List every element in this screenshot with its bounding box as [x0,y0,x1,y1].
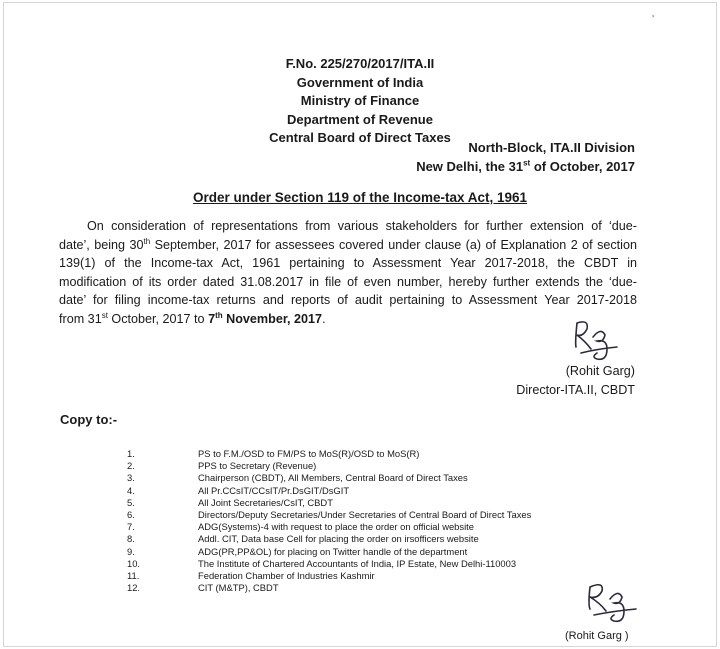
distribution-number: 2. [127,460,135,472]
document-header [0,55,720,148]
distribution-number: 10. [127,557,141,569]
ministry-name: Ministry of Finance [300,93,420,108]
body-line: 139(1) of the Income-tax Act, 1961 pertaining to Assessment Year 2017-2018, the CBDT in [59,256,637,271]
distribution-item [0,472,720,484]
distribution-item [0,448,720,460]
distribution-item [0,521,720,533]
office-location: North-Block, ITA.II Division [468,140,635,155]
distribution-text: PPS to Secretary (Revenue) [198,460,317,472]
copy-to-heading: Copy to:- [60,412,118,427]
distribution-item [0,509,720,521]
distribution-item [0,485,720,497]
distribution-list [0,448,720,594]
distribution-number: 9. [127,545,135,557]
body-line: On consideration of representations from various stakeholders for further extension of ‘due- [87,219,637,233]
order-body [59,217,637,329]
distribution-number: 11. [127,569,140,581]
location-date-block [416,139,635,176]
board-name: Central Board of Direct Taxes [269,130,451,145]
distribution-text: Addl. CIT, Data base Cell for placing the order on irsofficers website [198,533,479,545]
footer-signatory-name: (Rohit Garg ) [565,630,629,642]
distribution-text: Chairperson (CBDT), All Members, Central Board of Direct Taxes [198,472,468,484]
department-name: Department of Revenue [287,111,433,127]
signature-icon [582,577,640,625]
file-number: F.No. 225/270/2017/ITA.II [285,56,435,71]
distribution-text: Directors/Deputy Secretaries/Under Secretaries of Central Board of Direct Taxes [198,508,532,520]
body-line: modification of its order dated 31.08.2017 in file of even number, hereby further extends the ‘due- [59,274,637,289]
distribution-text: ADG(Systems)-4 with request to place the order on official website [198,521,474,533]
signatory-designation: Director-ITA.II, CBDT [516,382,635,397]
distribution-number: 3. [127,472,135,484]
order-date: New Delhi, the 31st of October, 2017 [416,158,635,174]
signature-icon [567,313,621,363]
signatory-block [516,362,635,399]
distribution-item [0,497,720,509]
distribution-number: 7. [127,521,135,533]
distribution-item [0,546,720,558]
distribution-text: All Joint Secretaries/CsIT, CBDT [198,496,333,508]
distribution-number: 4. [127,484,135,496]
distribution-text: The Institute of Chartered Accountants of India, IP Estate, New Delhi-110003 [198,557,517,569]
distribution-text: CIT (M&TP), CBDT [198,582,279,594]
distribution-number: 6. [127,508,135,520]
body-line: from 31st October, 2017 to 7th November, 2017. [59,310,326,326]
distribution-text: Federation Chamber of Industries Kashmir [198,569,375,581]
distribution-text: All Pr.CCsIT/CCsIT/Pr.DsGIT/DsGIT [198,484,350,496]
signatory-name: (Rohit Garg) [565,364,635,378]
distribution-text: PS to F.M./OSD to FM/PS to MoS(R)/OSD to MoS(R) [198,448,420,459]
distribution-number: 5. [127,496,135,508]
order-title: Order under Section 119 of the Income-tax Act, 1961 [192,190,528,205]
government-name: Government of India [296,74,424,90]
scan-mark-icon: ⸗ [652,13,655,20]
distribution-item [0,460,720,472]
distribution-item [0,558,720,570]
distribution-number: 1. [127,448,135,459]
distribution-number: 8. [127,533,135,545]
body-line: date’, being 30th September, 2017 for assessees covered under clause (a) of Explanation 2 of section [59,236,637,252]
body-line: date’ for filing income-tax returns and reports of audit pertaining to Assessment Year 2017-2018 [59,293,637,308]
distribution-number: 12. [127,582,141,594]
distribution-item [0,533,720,545]
distribution-text: ADG(PR,PP&OL) for placing on Twitter handle of the department [198,545,468,557]
